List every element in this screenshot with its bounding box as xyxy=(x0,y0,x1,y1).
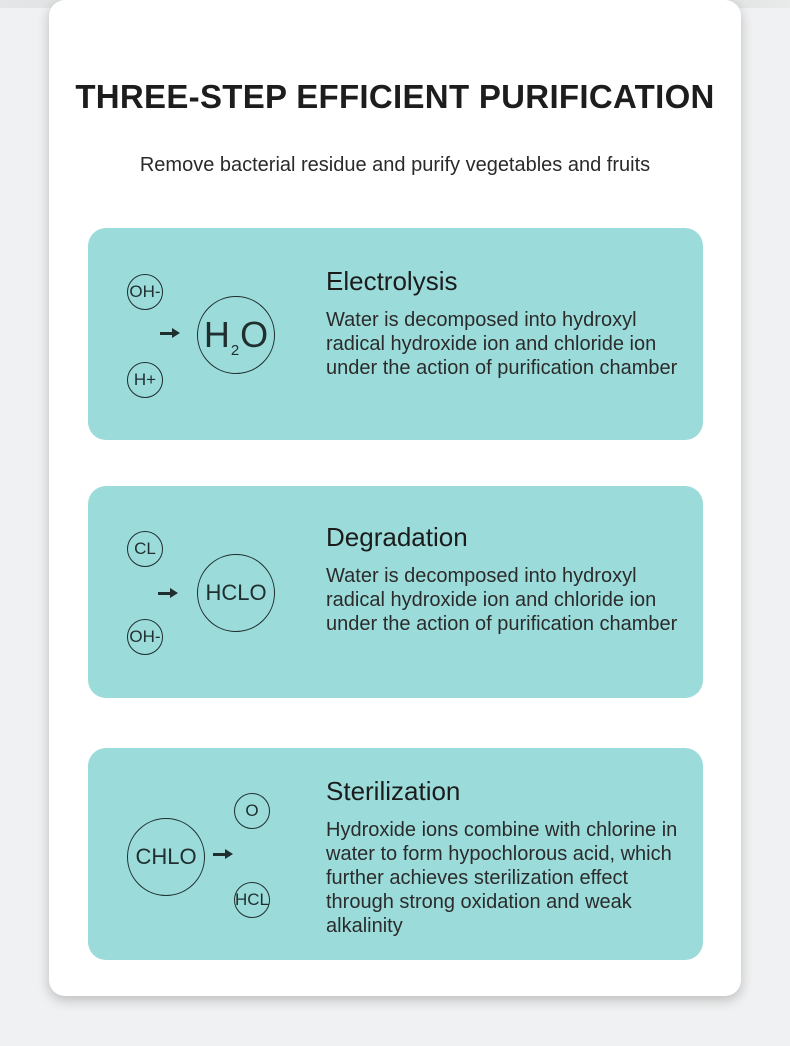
step-description: Hydroxide ions combine with chlorine in water to form hypochlorous acid, which further achieves sterilization effect through strong oxidation and weak alkalinity xyxy=(326,819,678,937)
h2o-subscript: 2 xyxy=(230,342,240,359)
step-electrolysis xyxy=(88,228,703,440)
h2o-molecule-circle xyxy=(197,296,275,374)
h2o-o: O xyxy=(240,314,269,355)
step-sterilization xyxy=(88,748,703,960)
step-description: Water is decomposed into hydroxyl radical hydroxide ion and chloride ion under the action of purification chamber xyxy=(326,309,678,379)
page-title: THREE-STEP EFFICIENT PURIFICATION xyxy=(75,78,715,115)
ion-cl-circle: CL xyxy=(127,531,163,567)
step-title: Degradation xyxy=(326,522,468,552)
step-title: Sterilization xyxy=(326,776,461,806)
purification-card xyxy=(49,0,741,996)
arrow-right-icon xyxy=(160,328,180,338)
ion-hcl-circle: HCL xyxy=(234,882,270,918)
page-subtitle: Remove bacterial residue and purify vegetables and fruits xyxy=(139,154,651,176)
ion-oh-circle: OH- xyxy=(127,274,163,310)
arrow-right-icon xyxy=(213,849,233,859)
ion-oh-circle: OH- xyxy=(127,619,163,655)
hclo-molecule-circle: HCLO xyxy=(197,554,275,632)
arrow-right-icon xyxy=(158,588,178,598)
ion-o-circle: O xyxy=(234,793,270,829)
step-title: Electrolysis xyxy=(326,266,458,296)
step-degradation xyxy=(88,486,703,698)
ion-h-circle: H+ xyxy=(127,362,163,398)
h2o-h: H xyxy=(203,314,230,355)
step-description: Water is decomposed into hydroxyl radical hydroxide ion and chloride ion under the action of purification chamber xyxy=(326,565,678,635)
chlo-molecule-circle: CHLO xyxy=(127,818,205,896)
